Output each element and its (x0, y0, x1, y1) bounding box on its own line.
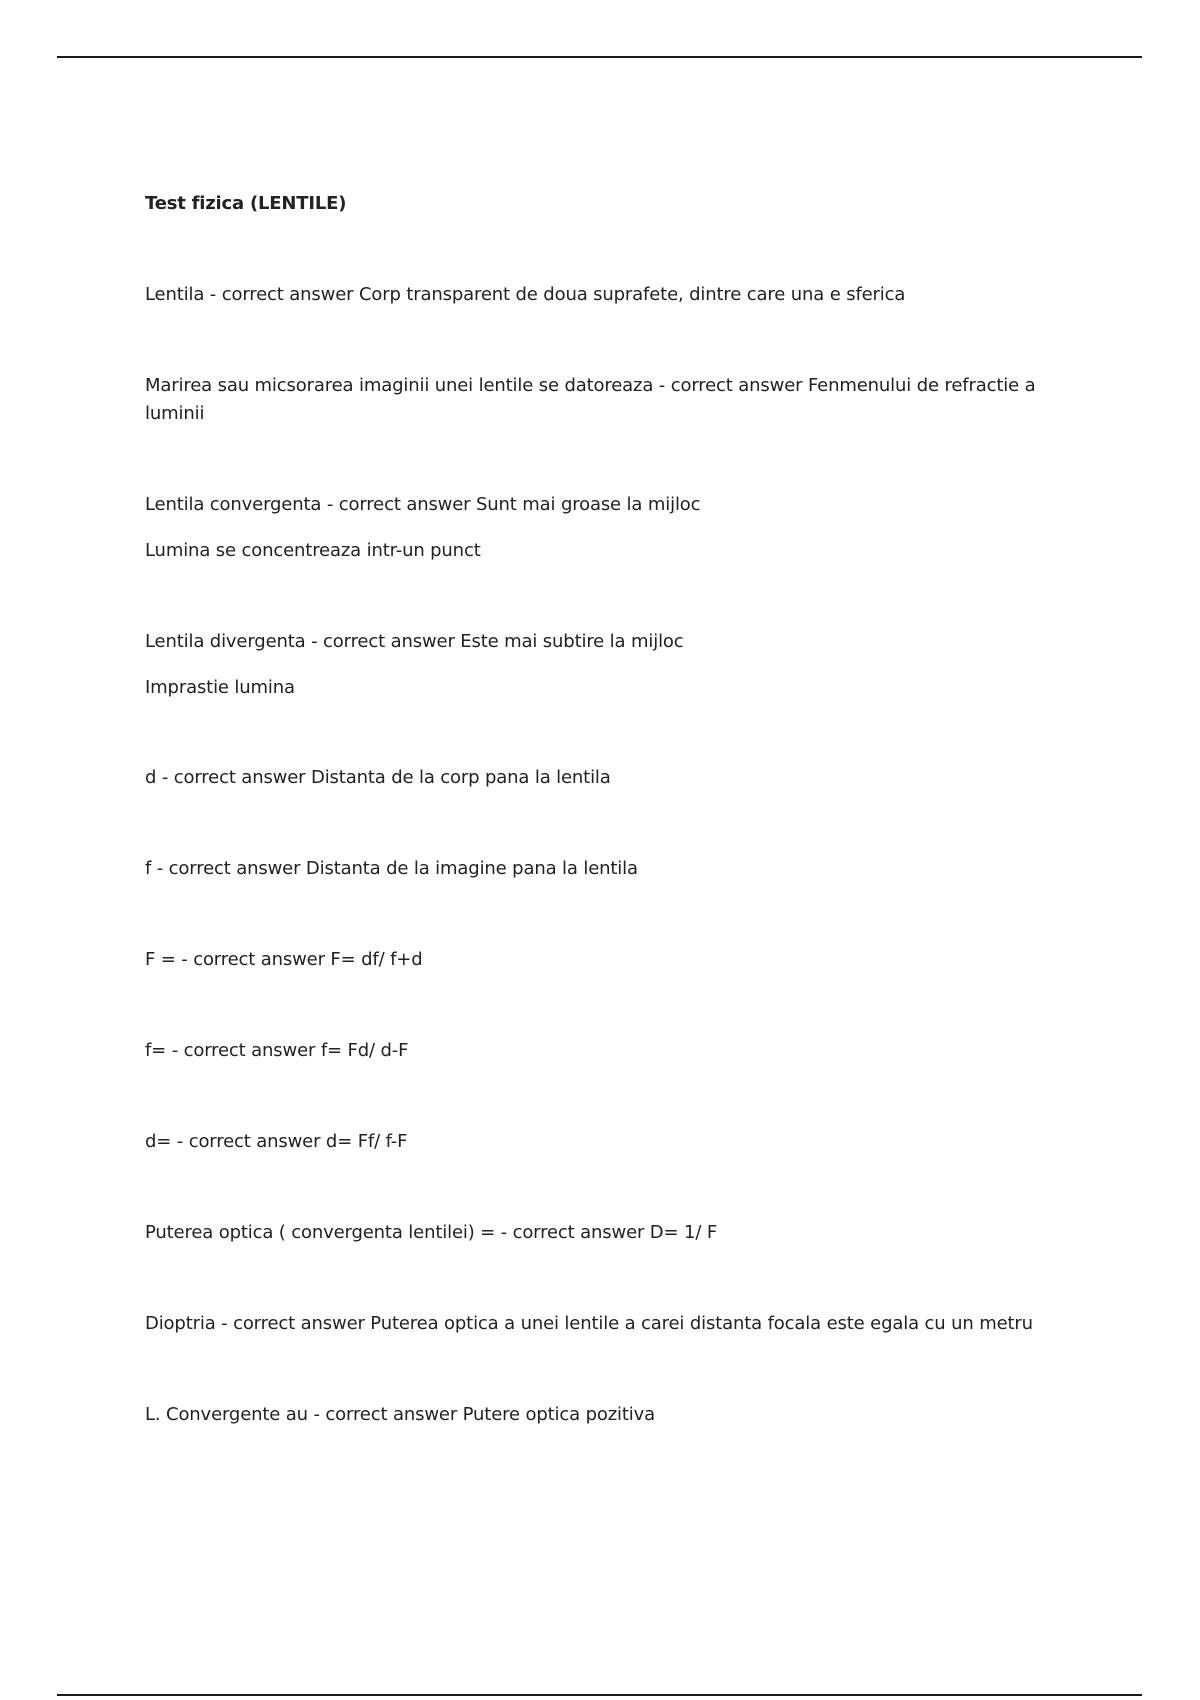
qa-entry (145, 764, 1065, 792)
qa-text: f - correct answer Distanta de la imagine pana la lentila (145, 858, 638, 879)
qa-entry (145, 1219, 1065, 1247)
qa-entry (145, 628, 1065, 702)
qa-text: Lentila - correct answer Corp transparent de doua suprafete, dintre care una e sferica (145, 284, 906, 305)
qa-text: d - correct answer Distanta de la corp pana la lentila (145, 767, 611, 788)
qa-text: Puterea optica ( convergenta lentilei) = - correct answer D= 1/ F (145, 1222, 718, 1243)
qa-text: F = - correct answer F= df/ f+d (145, 949, 423, 970)
qa-text: Marirea sau micsorarea imaginii unei lentile se datoreaza - correct answer Fenmenului de refractie a luminii (145, 375, 1036, 424)
qa-entry (145, 372, 1065, 428)
qa-entry (145, 1310, 1065, 1338)
qa-entry (145, 1128, 1065, 1156)
qa-extra-line: Lumina se concentreaza intr-un punct (145, 540, 481, 561)
bottom-divider (57, 1694, 1142, 1696)
qa-entry (145, 1401, 1065, 1429)
qa-text: f= - correct answer f= Fd/ d-F (145, 1040, 409, 1061)
qa-entry (145, 281, 1065, 309)
qa-entry (145, 491, 1065, 565)
qa-text: Lentila convergenta - correct answer Sunt mai groase la mijloc (145, 494, 701, 515)
qa-entry (145, 946, 1065, 974)
qa-text: L. Convergente au - correct answer Putere optica pozitiva (145, 1404, 655, 1425)
top-divider (57, 56, 1142, 58)
qa-entry (145, 855, 1065, 883)
qa-text: d= - correct answer d= Ff/ f-F (145, 1131, 408, 1152)
document-title: Test fizica (LENTILE) (145, 193, 347, 214)
qa-extra-line: Imprastie lumina (145, 677, 295, 698)
qa-text: Dioptria - correct answer Puterea optica a unei lentile a carei distanta focala este egala cu un metru (145, 1313, 1033, 1334)
qa-entry (145, 1037, 1065, 1065)
qa-text: Lentila divergenta - correct answer Este mai subtire la mijloc (145, 631, 684, 652)
